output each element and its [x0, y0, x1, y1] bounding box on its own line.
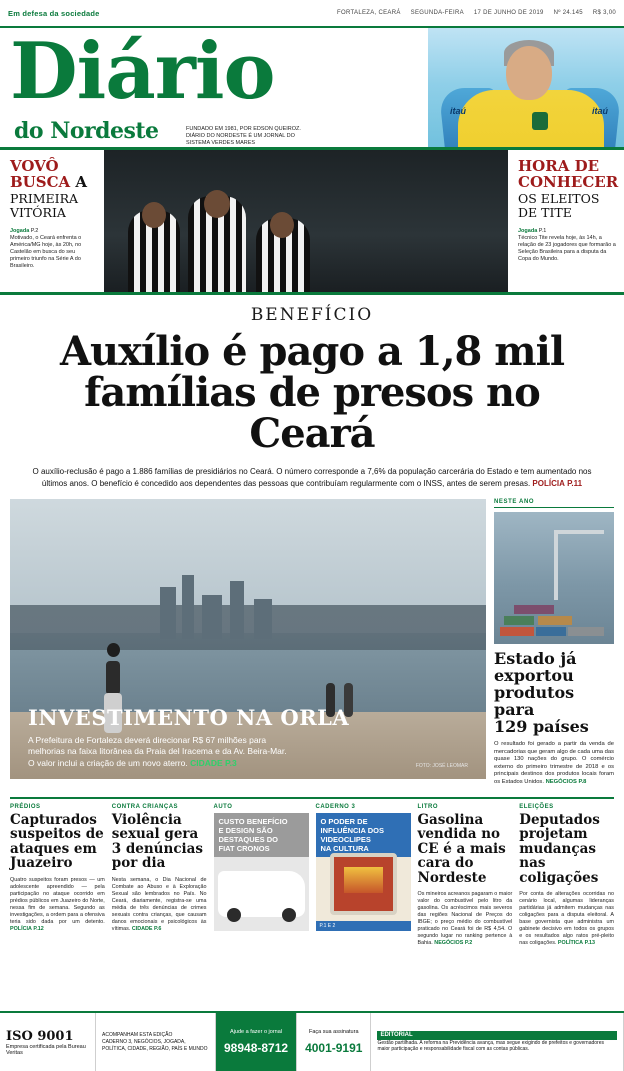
col-section: CIDADE	[131, 925, 153, 932]
feature-photo-beach[interactable]	[10, 499, 486, 779]
feature-text	[28, 735, 468, 770]
teaser-tagline	[10, 228, 96, 270]
ad-kicker: AUTO	[213, 803, 233, 810]
col-section: POLÍCIA	[10, 925, 32, 932]
main-headline-line1: Auxílio é pago a 1,8 mil	[59, 328, 565, 375]
col-body: Nesta semana, o Dia Nacional de Combate ao Abuso e à Exploração Sexual são lembrados no País. No Ceará, diariamente, registra-se uma média de três denúncias de crimes sexuais contra crianças, que causam danos emocionais e psicológicos às vítimas.	[111, 876, 207, 932]
col-body: Quatro suspeitos foram presos — um adolescente apreendido — pela participação no ataque ocorrido em prédios públicos em Juazeiro do Norte, nessa fim de semana. Segundo as investigações, a ordem para a ofensiva teria sido dada por um detento.	[10, 876, 105, 925]
cadernos-list: CADERNO 3, NEGÓCIOS, JOGADA, POLÍTICA, CIDADE, REGIÃO, PAÍS E MUNDO	[102, 1038, 208, 1052]
bottom-columns	[10, 797, 614, 948]
bottom-col-litro[interactable]	[418, 804, 513, 948]
feature-text-line2: melhorias na faixa litorânea da Praia del Iracema e da Av. Beira-Mar.	[28, 746, 287, 756]
teaser-sub-line2: DE TITE	[518, 205, 572, 220]
teaser-ceara[interactable]	[0, 150, 104, 292]
sponsor-logo-right: itaú	[591, 106, 608, 116]
main-headline-line2: famílias de presos no Ceará	[84, 369, 540, 457]
help-label: Ajude a fazer o jornal	[230, 1029, 283, 1035]
tv-illustration	[330, 853, 397, 915]
skyline-shape	[10, 605, 486, 650]
editorial-text: Gestão partilhada. A reforma na Previdência avança, mas segue exigindo de prefeitos e governadores maior participação e responsabilidade fiscal com as contas públicas.	[377, 1039, 604, 1053]
ad-auto[interactable]	[214, 813, 309, 931]
teaser-sub-line1: PRIMEIRA	[10, 191, 79, 206]
building-shape	[254, 599, 272, 639]
teaser-title-line2: BUSCA	[10, 173, 71, 191]
col-kicker: ELEIÇÕES	[519, 803, 554, 810]
teaser-band	[0, 150, 624, 295]
ad-band	[214, 813, 309, 857]
main-headline	[18, 328, 606, 457]
crane-icon	[554, 530, 604, 600]
feature-area	[10, 499, 614, 787]
ad-band-line4: FIAT CRONOS	[218, 843, 270, 853]
teaser-page: P.2	[30, 228, 39, 234]
ad-band-line1: CUSTO BENEFÍCIO	[218, 816, 288, 826]
main-page: P.11	[567, 478, 583, 488]
col-page: P.6	[154, 925, 162, 932]
col-page: P.2	[464, 940, 473, 947]
col-body: Por conta de alterações ocorridas no cenário local, algumas lideranças partidárias já admitem mudanças nas coligações para a disputa eleitoral. A base governista que administra um gabinete decisivo em todos os grupos e os resultados algo ratos pré-pleito nas coligações.	[519, 891, 614, 947]
col-page: P.12	[33, 925, 44, 932]
ad-band	[316, 813, 411, 857]
slogan: Em defesa da sociedade	[8, 8, 100, 18]
teaser-section: Jogada	[518, 228, 538, 234]
rail-section: NEGÓCIOS	[545, 778, 577, 785]
rail-title-line2: exportou	[494, 666, 574, 685]
dateline-weekday: SEGUNDA-FEIRA	[410, 10, 464, 16]
teaser-text: Motivado, o Ceará enfrenta o América/MG hoje, às 20h, no Castelão em busca do seu primeiro triunfo na Série A do Brasileiro.	[10, 235, 82, 269]
sea-shape	[10, 650, 486, 712]
teaser-selecao[interactable]	[508, 150, 624, 292]
dateline	[337, 10, 616, 16]
building-shape	[182, 575, 194, 639]
main-standfirst-text: O auxílio-reclusão é pago a 1.886 famílias de presidiários no Ceará. O número corresponde a 7,6% da população carcerária do Estado e tem aumentado nos últimos anos. O benefício é concedido aos dependentes das pessoas que contribuíam regularmente com o INSS, antes de serem presas.	[32, 467, 592, 488]
player-head	[142, 202, 166, 228]
rail-column	[494, 499, 614, 787]
masthead-subtitle: do Nordeste	[14, 118, 159, 144]
rail-page: P.8	[578, 778, 587, 785]
runner-head	[107, 643, 120, 657]
teaser-sub-line1: OS ELEITOS	[518, 191, 600, 206]
bottom-col-eleicoes[interactable]	[519, 804, 614, 948]
ad-band-line1: O PODER DE	[320, 816, 368, 826]
subscription-label: Faça sua assinatura	[308, 1029, 359, 1035]
bottom-col-caderno3-ad[interactable]	[316, 804, 411, 948]
main-kicker: BENEFÍCIO	[250, 305, 374, 325]
teaser-page: P.1	[538, 228, 547, 234]
iso-subtitle: Empresa certificada pela Bureau Veritas	[6, 1043, 86, 1056]
col-section: POLÍTICA	[557, 940, 584, 947]
ad-caderno3[interactable]	[316, 813, 411, 931]
col-body: Os mineiros acreanos pagaram o maior valor do combustível pelo litro da gasolina. Os acréscimos mais severos das regiões Nacional de Preços do IBGE; o preço médio do combustível praticado no Ceará foi de R$ 4,54. O segundo lugar no ranking pertence à Bahia.	[417, 891, 513, 947]
car-shape	[218, 871, 305, 917]
teaser-section: Jogada	[10, 228, 30, 234]
rail-title-line4: 129 países	[494, 717, 589, 736]
col-text	[418, 891, 513, 947]
rail-title-line1: Estado já	[494, 649, 577, 668]
col-kicker: CONTRA CRIANÇAS	[111, 803, 179, 810]
teaser-sub-line2: VITÓRIA	[10, 205, 66, 220]
ad-band-line3: DESTAQUES DO	[218, 834, 278, 844]
rail-title-line3: produtos para	[494, 683, 575, 719]
bottom-col-auto-ad[interactable]	[214, 804, 309, 948]
dateline-edition: Nº 24.145	[553, 10, 583, 16]
teaser-text: Técnico Tite revela hoje, às 14h, a relação de 23 jogadores que formarão a Seleção Brasileira para a disputa da Copa do Mundo.	[518, 235, 616, 262]
teaser-title-line3: A	[75, 173, 88, 191]
main-standfirst	[28, 466, 596, 489]
col-text	[519, 891, 614, 947]
footer-editorial	[371, 1013, 624, 1071]
ad-band-line3: VIDEOCLIPES	[320, 834, 371, 844]
bottom-col-predios[interactable]	[10, 804, 105, 948]
teaser-tagline	[518, 228, 616, 263]
bottom-col-criancas[interactable]	[112, 804, 207, 948]
teaser-photo-players	[104, 150, 508, 292]
building-shape	[202, 595, 222, 639]
player-head	[270, 212, 294, 238]
dateline-city: FORTALEZA, CEARÁ	[337, 10, 401, 16]
footer-iso	[0, 1013, 96, 1071]
player-head	[204, 190, 230, 218]
rail-photo-port	[494, 512, 614, 644]
rail-body: O resultado foi gerado a partir da venda de mercadorias que geram algo de cada uma das quase 130 nações do grupo. O comércio externo do primeiro trimestre de 2018 e os principais destinos dos produtos locais foram os Estados Unidos.	[494, 741, 614, 785]
feature-photo-credit: FOTO: JOSÉ LEOMAR	[415, 763, 468, 769]
rail-kicker: NESTE ANO	[494, 499, 614, 508]
editorial-badge: EDITORIAL	[377, 1031, 617, 1040]
col-title: Gasolina vendida no CE é a mais cara do Nordeste	[417, 811, 506, 886]
feature-page: P.3	[225, 757, 237, 768]
whatsapp-phone[interactable]: 98948-8712	[224, 1041, 289, 1055]
col-text	[112, 877, 207, 933]
teaser-title-line1: HORA DE	[518, 157, 600, 175]
face-shape	[506, 46, 552, 100]
subscription-phone[interactable]: 4001-9191	[305, 1041, 363, 1055]
rail-text	[494, 741, 614, 787]
ad-band-line2: E DESIGN SÃO	[218, 825, 273, 835]
building-shape	[160, 587, 176, 639]
teaser-subtitle	[518, 192, 616, 220]
col-title: Violência sexual gera 3 denúncias por dia	[111, 811, 204, 872]
masthead-photo-coach	[428, 28, 624, 150]
ad-band-line2: INFLUÊNCIA DOS	[320, 825, 384, 835]
teaser-title-line2: CONHECER	[518, 173, 619, 191]
sponsor-logo-left: itaú	[450, 106, 467, 116]
feature-text-line1: A Prefeitura de Fortaleza deverá direcionar R$ 67 milhões para	[28, 734, 267, 745]
cadernos-title: ACOMPANHAM ESTA EDIÇÃO	[102, 1031, 173, 1038]
col-kicker: LITRO	[417, 803, 438, 810]
feature-text-line3: O valor inclui a criação de um novo aterro.	[28, 757, 188, 768]
ad-caption: P.1 E 2	[316, 921, 411, 931]
col-text	[10, 877, 105, 933]
rail-title	[494, 650, 614, 735]
dateline-date: 17 DE JUNHO DE 2019	[473, 10, 544, 16]
footer-whatsapp[interactable]	[216, 1013, 297, 1071]
masthead-title: Diário	[10, 26, 275, 117]
footer-bar	[0, 1011, 624, 1071]
main-section: POLÍCIA	[532, 478, 565, 488]
ad-band-line4: NA CULTURA	[320, 843, 369, 853]
col-page: P.13	[584, 940, 595, 947]
col-title: Capturados suspeitos de ataques em Juazeiro	[10, 811, 104, 872]
building-shape	[230, 581, 244, 639]
crest-icon	[532, 112, 548, 130]
ad-kicker: CADERNO 3	[315, 803, 356, 810]
col-kicker: PRÉDIOS	[10, 803, 41, 810]
feature-caption	[28, 705, 468, 770]
feature-section: CIDADE	[190, 757, 223, 768]
footer-cadernos	[96, 1013, 216, 1071]
col-section: NEGÓCIOS	[434, 940, 464, 947]
col-title: Deputados projetam mudanças nas coligações	[519, 811, 600, 886]
top-strip	[0, 0, 624, 26]
dateline-price: R$ 3,00	[592, 10, 616, 16]
iso-title: ISO 9001	[6, 1028, 74, 1044]
feature-headline: INVESTIMENTO NA ORLA	[28, 704, 350, 730]
teaser-title	[518, 157, 619, 191]
runner-torso	[106, 661, 120, 695]
footer-subscription[interactable]	[297, 1013, 371, 1071]
masthead	[0, 26, 624, 150]
teaser-title	[10, 158, 96, 190]
teaser-subtitle	[10, 192, 96, 220]
teaser-title-line1: VOVÔ	[10, 157, 59, 175]
masthead-note: FUNDADO EM 1981, POR EDSON QUEIROZ. DIÁRIO DO NORDESTE É UM JORNAL DO SISTEMA VERDES MARES	[186, 126, 301, 146]
